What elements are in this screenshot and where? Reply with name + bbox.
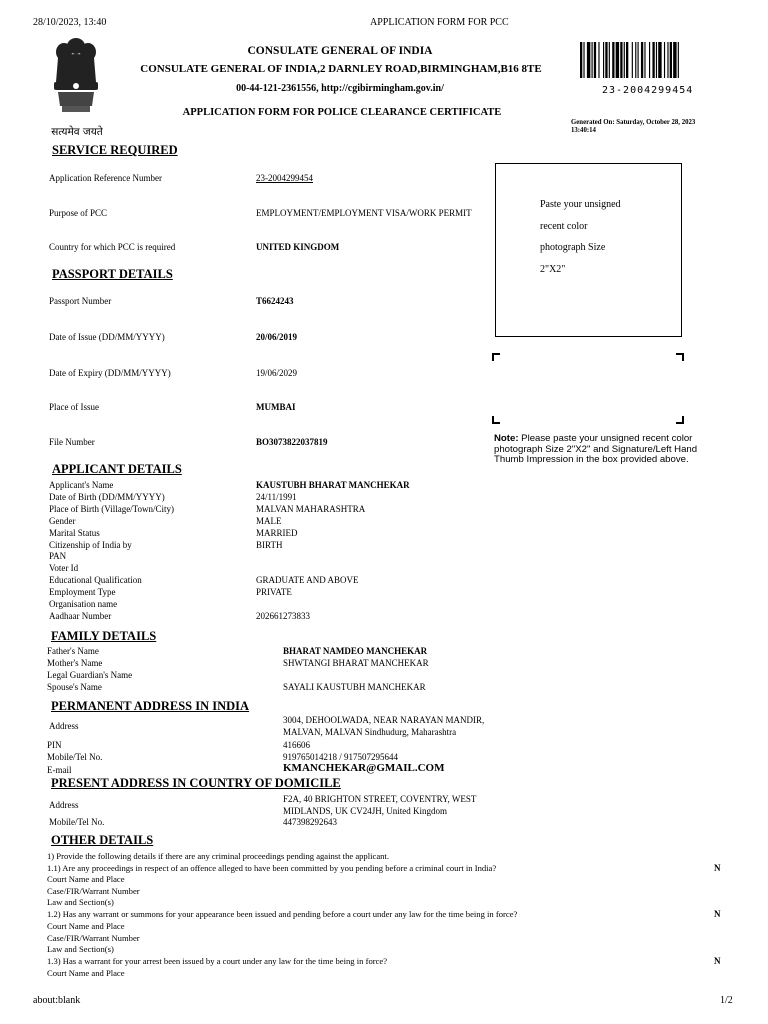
note-text: Please paste your unsigned recent color photograph Size 2"X2" and Signature/Left Hand Thumb Impression in the box provided above. <box>494 433 698 466</box>
photo-instruction-1: Paste your unsigned <box>540 199 621 210</box>
ref-number-value: 23-2004299454 <box>256 173 313 183</box>
barcode-bar <box>626 42 628 78</box>
print-url: about:blank <box>33 995 81 1006</box>
barcode-bar <box>624 42 625 78</box>
barcode-bar <box>664 42 665 78</box>
section-service-required: SERVICE REQUIRED <box>52 143 178 157</box>
barcode-bar <box>580 42 582 78</box>
form-title: APPLICATION FORM FOR POLICE CLEARANCE CERTIFICATE <box>182 107 502 118</box>
barcode-icon <box>580 42 714 78</box>
country-value: UNITED KINGDOM <box>256 242 340 252</box>
question-1-1-answer: N <box>714 863 721 873</box>
consulate-contact: 00-44-121-2361556, http://cgibirmingham.gov.in/ <box>236 83 444 94</box>
file-number-value: BO3073822037819 <box>256 437 328 447</box>
barcode-bar <box>644 42 645 78</box>
question-1-3: 1.3) Has a warrant for your arrest been issued by a court under any law for the time being in force? <box>47 956 388 966</box>
barcode-bar <box>598 42 599 78</box>
emblem-motto: सत्यमेव जयते <box>51 126 103 138</box>
signature-box <box>492 353 684 424</box>
barcode-bar <box>583 42 584 78</box>
field-label: Legal Guardian's Name <box>47 669 133 680</box>
present-address-line1: F2A, 40 BRIGHTON STREET, COVENTRY, WEST <box>283 794 477 804</box>
barcode-bar <box>620 42 622 78</box>
photo-instruction-4: 2"X2" <box>540 263 566 275</box>
place-of-issue-value: MUMBAI <box>256 402 296 412</box>
field-label: Citizenship of India by <box>49 539 132 550</box>
barcode-bar <box>594 42 596 78</box>
barcode-bar <box>673 42 676 78</box>
photo-instruction-3: photograph Size <box>540 242 606 253</box>
photo-box <box>495 163 682 337</box>
print-timestamp: 28/10/2023, 13:40 <box>33 17 107 28</box>
field-value: SHWTANGI BHARAT MANCHEKAR <box>283 657 429 668</box>
section-family-details: FAMILY DETAILS <box>51 629 157 643</box>
barcode-bar <box>605 42 607 78</box>
field-label: Employment Type <box>49 587 116 598</box>
barcode-bar <box>612 42 614 78</box>
barcode-bar <box>616 42 619 78</box>
field-value: PRIVATE <box>256 587 292 598</box>
place-of-issue-label: Place of Issue <box>49 402 99 412</box>
field-label: PAN <box>49 551 67 562</box>
perm-address-label: Address <box>49 721 79 731</box>
field-value: MALE <box>256 515 282 526</box>
q12-case-label: Case/FIR/Warrant Number <box>47 933 140 943</box>
field-label: Mother's Name <box>47 657 103 668</box>
barcode-bar <box>609 42 610 78</box>
file-number-label: File Number <box>49 437 95 447</box>
present-address-line2: MIDLANDS, UK CV24JH, United Kingdom <box>283 806 447 816</box>
field-value: 202661273833 <box>256 610 310 621</box>
purpose-value: EMPLOYMENT/EMPLOYMENT VISA/WORK PERMIT <box>256 208 472 218</box>
print-page-number: 1/2 <box>720 995 733 1006</box>
question-1-3-answer: N <box>714 956 721 966</box>
purpose-label: Purpose of PCC <box>49 208 108 218</box>
perm-pin-value: 416606 <box>283 740 310 750</box>
field-value: SAYALI KAUSTUBH MANCHEKAR <box>283 681 426 692</box>
field-label: Father's Name <box>47 646 99 656</box>
barcode-bar <box>592 42 593 78</box>
perm-address-line1: 3004, DEHOOLWADA, NEAR NARAYAN MANDIR, <box>283 715 485 725</box>
q13-court-label: Court Name and Place <box>47 968 125 978</box>
barcode-bar <box>658 42 661 78</box>
field-label: Date of Birth (DD/MM/YYYY) <box>49 491 165 502</box>
field-value: 24/11/1991 <box>256 491 297 502</box>
q11-court-label: Court Name and Place <box>47 874 125 884</box>
country-label: Country for which PCC is required <box>49 242 176 252</box>
section-applicant-details: APPLICANT DETAILS <box>52 462 182 476</box>
field-value: KAUSTUBH BHARAT MANCHEKAR <box>256 480 410 490</box>
field-label: Marital Status <box>49 527 100 538</box>
perm-address-line2: MALVAN, MALVAN Sindhudurg, Maharashtra <box>283 727 457 737</box>
q11-law-label: Law and Section(s) <box>47 897 114 907</box>
field-value: MALVAN MAHARASHTRA <box>256 503 366 514</box>
consulate-name: CONSULATE GENERAL OF INDIA <box>247 45 433 57</box>
field-value: GRADUATE AND ABOVE <box>256 575 359 586</box>
photo-instruction-2: recent color <box>540 220 588 232</box>
field-label: Gender <box>49 515 76 526</box>
passport-number-label: Passport Number <box>49 296 112 306</box>
generated-time: 13:40:14 <box>571 127 596 134</box>
note-label: Note: <box>494 433 519 444</box>
issue-date-label: Date of Issue (DD/MM/YYYY) <box>49 332 165 342</box>
expiry-date-value: 19/06/2029 <box>256 368 298 378</box>
field-label: Aadhaar Number <box>49 610 112 621</box>
q12-court-label: Court Name and Place <box>47 921 125 931</box>
barcode-bar <box>641 42 643 78</box>
field-label: Educational Qualification <box>49 575 142 586</box>
field-value: BIRTH <box>256 539 283 550</box>
question-1-2: 1.2) Has any warrant or summons for your appearance been issued and pending before a court under any law for the time being in force? <box>47 909 518 919</box>
photo-note <box>494 434 724 466</box>
field-value: BHARAT NAMDEO MANCHEKAR <box>283 646 428 656</box>
issue-date-value: 20/06/2019 <box>256 332 298 342</box>
emblem-icon <box>44 36 108 122</box>
section-present-address: PRESENT ADDRESS IN COUNTRY OF DOMICILE <box>51 776 341 790</box>
section-other-details: OTHER DETAILS <box>51 833 154 847</box>
barcode-bar <box>667 42 668 78</box>
ref-number-label: Application Reference Number <box>49 173 162 183</box>
barcode-bar <box>656 42 657 78</box>
consulate-address: CONSULATE GENERAL OF INDIA,2 DARNLEY ROAD,BIRMINGHAM,B16 8TE <box>140 63 542 75</box>
field-label: Place of Birth (Village/Town/City) <box>49 503 175 514</box>
perm-email-value: KMANCHEKAR@GMAIL.COM <box>283 762 445 774</box>
perm-pin-label: PIN <box>47 740 62 750</box>
barcode-bar <box>670 42 672 78</box>
field-value: MARRIED <box>256 527 298 538</box>
barcode-bar <box>649 42 650 78</box>
national-emblem <box>44 36 108 138</box>
question-1-1: 1.1) Are any proceedings in respect of an offence alleged to have been committed by you pending before a criminal court in India? <box>47 863 497 873</box>
barcode <box>580 42 714 83</box>
field-label: Voter Id <box>49 563 79 574</box>
perm-email-label: E-mail <box>47 765 72 775</box>
field-label: Applicant's Name <box>49 480 114 490</box>
expiry-date-label: Date of Expiry (DD/MM/YYYY) <box>49 368 171 378</box>
generated-on: Generated On: Saturday, October 28, 2023 <box>571 119 696 126</box>
perm-tel-value: 919765014218 / 917507295644 <box>283 752 399 762</box>
q11-case-label: Case/FIR/Warrant Number <box>47 886 140 896</box>
question-1-2-answer: N <box>714 909 721 919</box>
passport-number-value: T6624243 <box>256 296 294 306</box>
field-label: Spouse's Name <box>47 681 102 692</box>
barcode-bar <box>638 42 639 78</box>
barcode-bar <box>603 42 604 78</box>
perm-tel-label: Mobile/Tel No. <box>47 752 103 762</box>
present-tel-value: 447398292643 <box>283 817 337 827</box>
section-passport-details: PASSPORT DETAILS <box>52 267 173 281</box>
barcode-bar <box>635 42 636 78</box>
barcode-bar <box>652 42 654 78</box>
question-1: 1) Provide the following details if there are any criminal proceedings pending against the applicant. <box>47 851 389 861</box>
barcode-bar <box>632 42 633 78</box>
present-address-label: Address <box>49 800 79 810</box>
barcode-bar <box>587 42 590 78</box>
barcode-bar <box>678 42 679 78</box>
print-page-title: APPLICATION FORM FOR PCC <box>370 17 509 28</box>
present-tel-label: Mobile/Tel No. <box>49 817 105 827</box>
field-label: Organisation name <box>49 599 118 609</box>
barcode-number: 23-2004299454 <box>602 85 694 96</box>
q12-law-label: Law and Section(s) <box>47 944 114 954</box>
section-permanent-address: PERMANENT ADDRESS IN INDIA <box>51 699 250 713</box>
